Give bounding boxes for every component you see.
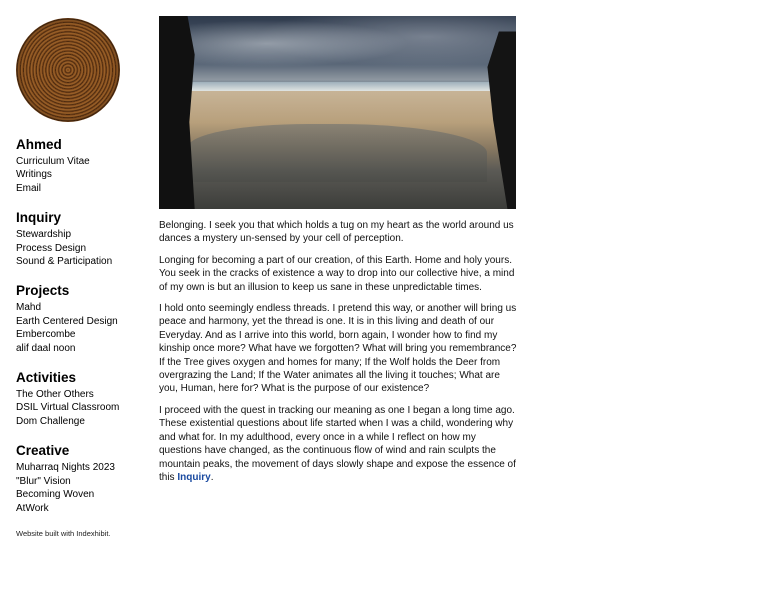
nav-link-mahd[interactable]: Mahd [16,302,42,314]
woven-basket-logo[interactable] [16,18,120,122]
nav-link-blur-vision[interactable]: "Blur" Vision [16,475,71,487]
paragraph-quest [159,404,517,484]
nav-section-inquiry [16,210,146,268]
paragraph-quest-text: I proceed with the quest in tracking our meaning as one I began a long time ago. These existential questions about life started when I was a child, wondering why and what for. In my adulthood, every once in a while I reflect on how my questions have changed, as the continuous flow of wind and rain sculpts the mountain peaks, the movement of days slowly shape and expose the essence of this [159,404,516,483]
paragraph-belonging: Belonging. I seek you that which holds a tug on my heart as the world around us dances a mystery un-sensed by your cell of perception. [159,220,514,245]
section-title-ahmed[interactable]: Ahmed [16,137,62,152]
nav-link-becoming-woven[interactable]: Becoming Woven [16,489,95,501]
nav-section-ahmed [16,137,146,195]
section-title-projects[interactable]: Projects [16,283,70,299]
section-title-inquiry[interactable]: Inquiry [16,210,62,226]
sidebar [16,18,146,538]
paragraph-threads: I hold onto seemingly endless threads. I pretend this way, or another will bring us peace and harmony, yet the thread is one. It is in this living and death of our Everyday. And as I arrive into this world, born again, I wonder how to find my kinship once more? What have we forgotten? What will bring you remembrance? If the Tree gives oxygen and homes for many; If the Wolf holds the Deer from overgrazing the Land; If the Water animates all the living it touches; What are you, Human, here for? What is the purpose of our existence? [159,303,517,395]
nav-link-the-other-others[interactable]: The Other Others [16,389,94,401]
nav-link-sound-participation[interactable]: Sound & Participation [16,256,113,268]
site-footer: Website built with Indexhibit. [16,528,111,538]
nav-link-curriculum-vitae[interactable]: Curriculum Vitae [16,156,90,167]
paragraph-quest-end: . [210,471,214,483]
nav-section-projects [16,283,146,355]
paragraph-longing: Longing for becoming a part of our creation, of this Earth. Home and holy yours. You seek in the cracks of existence a way to drop into our collective hive, a mind of my own is but an illusion to keep us sane in these unpredictable times. [159,254,515,293]
nav-link-embercombe[interactable]: Embercombe [16,329,76,341]
section-title-creative[interactable]: Creative [16,443,70,459]
inquiry-link[interactable]: Inquiry [177,471,211,483]
nav-section-activities [16,370,146,428]
nav-link-process-design[interactable]: Process Design [16,242,87,254]
nav-link-alif-daal-noon[interactable]: alif daal noon [16,342,76,354]
nav-link-dom-challenge[interactable]: Dom Challenge [16,415,85,427]
nav-link-writings[interactable]: Writings [16,169,52,181]
nav-link-earth-centered-design[interactable]: Earth Centered Design [16,315,118,327]
section-title-activities[interactable]: Activities [16,370,77,386]
hero-beach-photo [159,16,516,209]
nav-link-stewardship[interactable]: Stewardship [16,229,72,241]
nav-link-muharraq-nights-2023[interactable]: Muharraq Nights 2023 [16,462,115,474]
nav-section-creative [16,443,146,515]
nav-link-email[interactable]: Email [16,182,42,194]
nav-link-dsil-virtual-classroom[interactable]: DSIL Virtual Classroom [16,402,120,414]
main-content [159,16,517,492]
nav-link-atwork[interactable]: AtWork [16,502,49,514]
